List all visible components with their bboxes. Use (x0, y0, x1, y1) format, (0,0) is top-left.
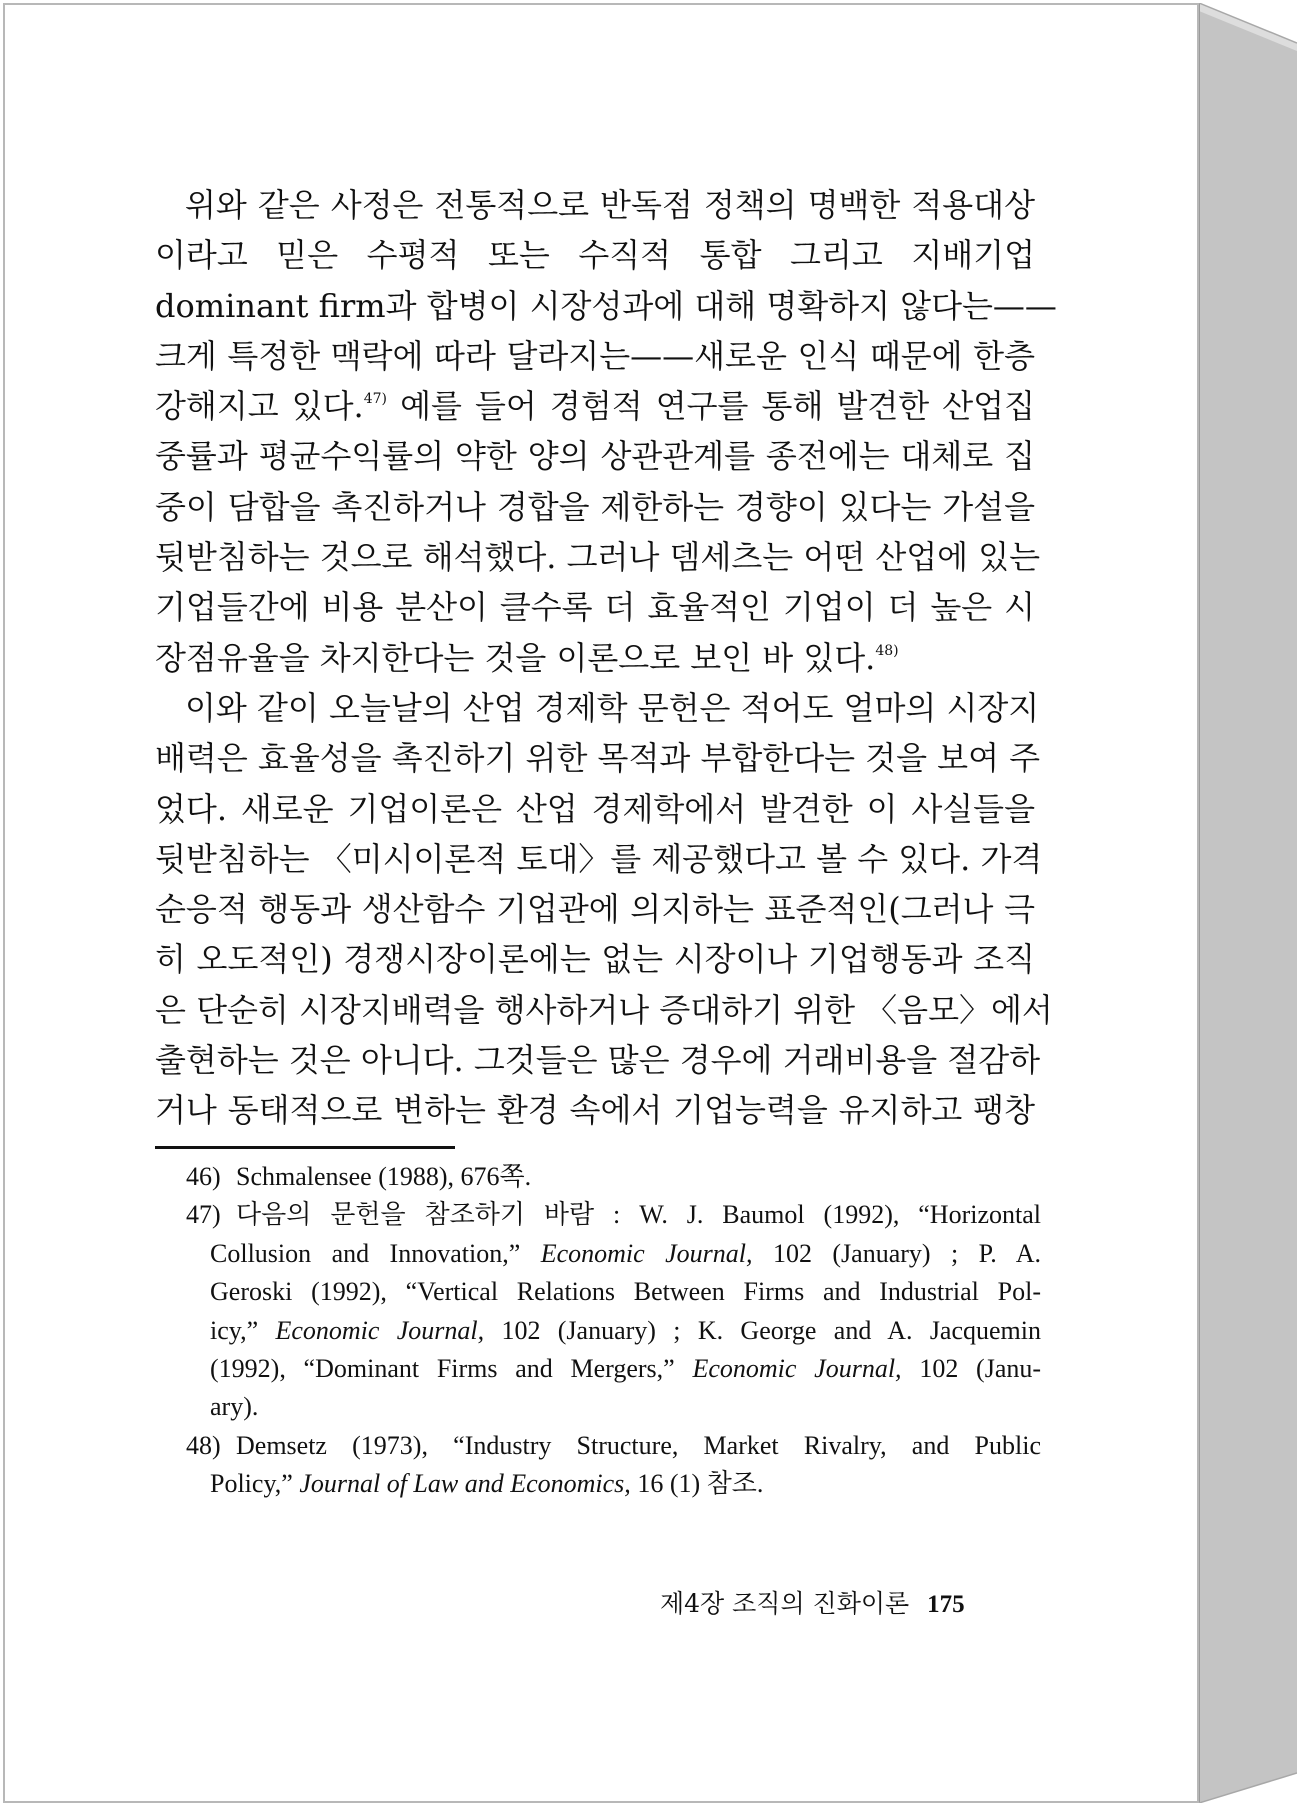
footnote-line (186, 1465, 1041, 1503)
footnote-line: Geroski (1992), “Vertical Relations Between Firms and Industrial Pol- (210, 1277, 1041, 1307)
footnotes (186, 1158, 1041, 1504)
journal-title: Economic Journal, (692, 1354, 902, 1384)
text-line: 기업들간에 비용 분산이 클수록 더 효율적인 기업이 더 높은 시 (155, 588, 1035, 627)
text-line: 크게 특정한 맥락에 따라 달라지는——새로운 인식 때문에 한층 (155, 336, 1035, 375)
footnote-text: 102 (January) ; K. George and A. Jacquemin (501, 1315, 1042, 1345)
footnote-text: Policy,” (210, 1469, 293, 1499)
text-line: 뒷받침하는 것으로 해석했다. 그러나 뎀세츠는 어떤 산업에 있는 (155, 538, 1041, 577)
footnote-divider (155, 1146, 455, 1149)
footnote-number: 48) (186, 1430, 221, 1460)
footnote-line (186, 1235, 1041, 1273)
footnote-line (186, 1350, 1041, 1388)
text-line: 이와 같이 오늘날의 산업 경제학 문헌은 적어도 얼마의 시장지 (185, 688, 1040, 727)
footnote-48 (186, 1427, 1041, 1504)
running-head-chapter: 제4장 조직의 진화이론 (660, 1589, 910, 1618)
footnote-line (186, 1312, 1041, 1350)
text-line: 은 단순히 시장지배력을 행사하거나 증대하기 위한 〈음모〉에서 (155, 990, 1053, 1029)
text-line: 거나 동태적으로 변하는 환경 속에서 기업능력을 유지하고 팽창 (155, 1091, 1035, 1130)
text-line: 이라고 믿은 수평적 또는 수직적 통합 그리고 지배기업 (155, 236, 1035, 275)
footnote-line: ary). (210, 1392, 259, 1422)
footnote-47 (186, 1196, 1041, 1426)
body-text (155, 180, 1057, 1136)
text-line: 위와 같은 사정은 전통적으로 반독점 정책의 명백한 적용대상 (185, 186, 1035, 224)
text-line: 배력은 효율성을 촉진하기 위한 목적과 부합한다는 것을 보여 주 (155, 739, 1041, 778)
text-fragment: 예를 들어 경험적 연구를 통해 발견한 산업집 (400, 387, 1036, 426)
text-line: 었다. 새로운 기업이론은 산업 경제학에서 발견한 이 사실들을 (155, 789, 1035, 828)
text-line (155, 633, 1035, 683)
footnote-number: 46) (186, 1162, 221, 1191)
paragraph-2 (155, 683, 1053, 1136)
text-fragment: 강해지고 있다. (155, 387, 364, 426)
text-line: 중이 담합을 촉진하거나 경합을 제한하는 경향이 있다는 가설을 (155, 487, 1035, 526)
footnote-line: 다음의 문헌을 참조하기 바람 : W. J. Baumol (1992), “Horizontal (236, 1200, 1041, 1230)
text-line: 출현하는 것은 아니다. 그것들은 많은 경우에 거래비용을 절감하 (155, 1041, 1041, 1080)
journal-title: Journal of Law and Economics, (299, 1469, 631, 1499)
text-line: 중률과 평균수익률의 약한 양의 상관관계를 종전에는 대체로 집 (155, 437, 1035, 476)
text-fragment: 장점유율을 차지한다는 것을 이론으로 보인 바 있다. (155, 638, 876, 677)
footnote-text: 102 (Janu- (919, 1354, 1042, 1384)
footnote-46 (186, 1158, 1041, 1196)
journal-title: Economic Journal, (275, 1315, 485, 1345)
footnote-text: 16 (1) 참조. (637, 1469, 764, 1499)
footnote-text: Schmalensee (1988), 676쪽. (236, 1162, 532, 1191)
text-line: 히 오도적인) 경쟁시장이론에는 없는 시장이나 기업행동과 조직 (155, 940, 1035, 979)
footnote-ref-48[interactable]: 48) (875, 642, 899, 659)
text-line: 뒷받침하는 〈미시이론적 토대〉를 제공했다고 볼 수 있다. 가격 (155, 839, 1043, 878)
footnote-text: Collusion and Innovation,” (210, 1238, 521, 1268)
paragraph-1 (155, 180, 1057, 683)
footnote-text: (1992), “Dominant Firms and Mergers,” (210, 1354, 675, 1384)
book-spine (1199, 3, 1297, 1803)
footnote-text: icy,” (210, 1315, 259, 1345)
footnote-ref-47[interactable]: 47) (363, 391, 388, 408)
footnote-text: 102 (January) ; P. A. (772, 1238, 1042, 1268)
page-number: 175 (927, 1591, 965, 1618)
text-line (155, 381, 1035, 431)
text-line: dominant firm과 합병이 시장성과에 대해 명확하지 않다는—— (155, 286, 1057, 325)
text-line: 순응적 행동과 생산함수 기업관에 의지하는 표준적인(그러나 극 (155, 890, 1035, 929)
footnote-line: Demsetz (1973), “Industry Structure, Market Rivalry, and Public (236, 1430, 1041, 1460)
footnote-number: 47) (186, 1200, 221, 1230)
page-footer (660, 1584, 1040, 1620)
journal-title: Economic Journal, (540, 1238, 753, 1268)
